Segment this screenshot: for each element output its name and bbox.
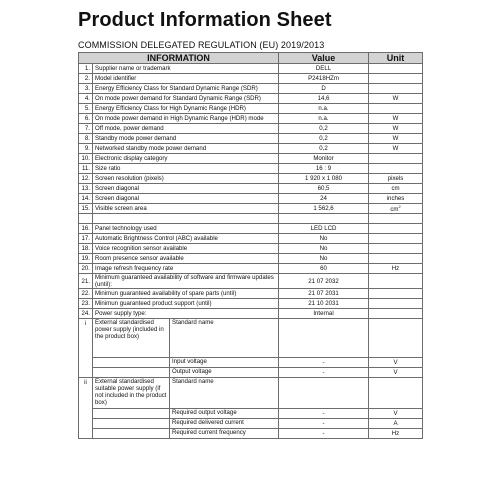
psu-line-unit: [369, 378, 423, 409]
row-number: 24.: [79, 309, 93, 319]
row-label: Electronic display category: [93, 154, 279, 164]
row-number: 13.: [79, 184, 93, 194]
row-unit-text: cm: [391, 185, 400, 193]
table-row: [79, 94, 423, 104]
row-unit: [369, 154, 423, 164]
table-row: [79, 164, 423, 174]
row-unit-text: W: [392, 135, 399, 143]
row-value: 0,2: [279, 144, 369, 154]
row-value: 21 07 2031: [279, 289, 369, 299]
psu-line-label: Input voltage: [172, 358, 207, 366]
gap-cell: [369, 214, 423, 224]
row-unit: [369, 84, 423, 94]
row-unit-text: W: [392, 125, 399, 133]
psu-description-spacer: [93, 419, 170, 428]
psu-line-unit: V: [369, 358, 423, 368]
information-table: [78, 52, 423, 439]
row-label: Energy Efficiency Class for Standard Dynamic Range (SDR): [93, 84, 279, 94]
row-unit: [369, 204, 423, 214]
row-unit: [369, 224, 423, 234]
table-row: [79, 74, 423, 84]
row-number: 10.: [79, 154, 93, 164]
psu-inner: [93, 319, 278, 357]
unit-superscript: 2: [398, 203, 401, 209]
psu-row: [79, 409, 423, 419]
section-gap: [79, 214, 423, 224]
row-unit: [369, 274, 423, 289]
psu-label-cell: [93, 358, 279, 368]
psu-line-label: Output voltage: [172, 368, 212, 376]
row-unit: [369, 299, 423, 309]
table-row: [79, 64, 423, 74]
row-number: 5.: [79, 104, 93, 114]
row-number: 16.: [79, 224, 93, 234]
psu-inner-row: [93, 319, 278, 357]
row-unit-text: cm: [390, 205, 399, 213]
row-value: D: [279, 84, 369, 94]
row-label: Supplier name or trademark: [93, 64, 279, 74]
psu-line-unit: A: [369, 419, 423, 429]
row-number: 21.: [79, 274, 93, 289]
gap-cell: [93, 214, 279, 224]
table-row: [79, 174, 423, 184]
psu-row: [79, 429, 423, 439]
psu-label-cell: [93, 319, 279, 358]
row-value: 0,2: [279, 124, 369, 134]
psu-inner-row: [93, 429, 278, 438]
row-value: No: [279, 244, 369, 254]
psu-row: [79, 419, 423, 429]
row-number: 19.: [79, 254, 93, 264]
psu-row: [79, 358, 423, 368]
row-unit: [369, 114, 423, 124]
psu-row: [79, 368, 423, 378]
row-number: 1.: [79, 64, 93, 74]
row-label: Screen diagonal: [93, 194, 279, 204]
row-label: Energy Efficiency Class for High Dynamic Range (HDR): [93, 104, 279, 114]
table-body: [79, 64, 423, 439]
row-number: 4.: [79, 94, 93, 104]
row-label: Voice recognition sensor available: [93, 244, 279, 254]
row-unit: [369, 164, 423, 174]
row-value: n.a.: [279, 114, 369, 124]
page-title: Product Information Sheet: [78, 9, 332, 31]
row-number: 11.: [79, 164, 93, 174]
psu-description-spacer: [93, 409, 170, 418]
table-row: [79, 309, 423, 319]
row-unit: [369, 74, 423, 84]
psu-description: External standardised suitable power supply (if not included in the product box): [93, 378, 170, 408]
table-row: [79, 289, 423, 299]
row-label: Visible screen area: [93, 204, 279, 214]
psu-row: [79, 378, 423, 409]
row-unit-text: W: [392, 95, 399, 103]
row-number: 18.: [79, 244, 93, 254]
psu-inner-row: [93, 419, 278, 428]
row-unit-text: W: [392, 115, 399, 123]
row-label: Automatic Brightness Control (ABC) available: [93, 234, 279, 244]
row-number: 9.: [79, 144, 93, 154]
row-number: 3.: [79, 84, 93, 94]
row-value: P2418HZm: [279, 74, 369, 84]
row-label: Minimum guaranteed availability of software and firmware updates (until):: [93, 274, 279, 289]
row-value: Internal: [279, 309, 369, 319]
psu-label-cell: [93, 368, 279, 378]
row-label: Minimun guaranteed availability of spare parts (until): [93, 289, 279, 299]
table-row: [79, 204, 423, 214]
row-number: 23.: [79, 299, 93, 309]
row-label: On mode power demand in High Dynamic Range (HDR) mode: [93, 114, 279, 124]
psu-line-unit: Hz: [369, 429, 423, 439]
psu-description-spacer: [93, 358, 170, 367]
psu-description: External standardised power supply (included in the product box): [93, 319, 170, 357]
table-row: [79, 299, 423, 309]
row-value: DELL: [279, 64, 369, 74]
row-label: Networked standby mode power demand: [93, 144, 279, 154]
psu-line-value: [279, 378, 369, 409]
row-unit: [369, 94, 423, 104]
row-number: 2.: [79, 74, 93, 84]
row-number: 17.: [79, 234, 93, 244]
row-unit: [369, 254, 423, 264]
row-label: Image refresh frequency rate: [93, 264, 279, 274]
header-unit: Unit: [369, 53, 423, 64]
psu-label-cell: [93, 429, 279, 439]
psu-inner: [93, 378, 278, 408]
row-unit: [369, 194, 423, 204]
table-header-row: [79, 53, 423, 64]
row-value: 21 07 2032: [279, 274, 369, 289]
row-value: 1 562,6: [279, 204, 369, 214]
row-label: Room presence sensor available: [93, 254, 279, 264]
row-number: 7.: [79, 124, 93, 134]
row-number: 15.: [79, 204, 93, 214]
psu-description-spacer: [93, 429, 170, 438]
table-row: [79, 274, 423, 289]
row-number: 12.: [79, 174, 93, 184]
row-value: 0,2: [279, 134, 369, 144]
row-unit: [369, 309, 423, 319]
table-row: [79, 124, 423, 134]
psu-inner: [93, 368, 278, 377]
row-unit: [369, 289, 423, 299]
row-unit: [369, 264, 423, 274]
row-unit-text: Hz: [391, 265, 400, 273]
row-label: On mode power demand for Standard Dynamic Range (SDR): [93, 94, 279, 104]
row-value: 14,6: [279, 94, 369, 104]
psu-line-unit: V: [369, 409, 423, 419]
table-row: [79, 254, 423, 264]
row-label: Standby mode power demand: [93, 134, 279, 144]
table-row: [79, 244, 423, 254]
psu-label-cell: [93, 419, 279, 429]
row-unit-text: pixels: [387, 175, 404, 183]
row-value: 60,5: [279, 184, 369, 194]
psu-inner: [93, 409, 278, 418]
row-unit-text: inches: [386, 195, 405, 203]
row-unit: [369, 64, 423, 74]
row-label: Power supply type:: [93, 309, 279, 319]
row-value: Monitor: [279, 154, 369, 164]
psu-line-value: -: [279, 409, 369, 419]
row-label: Size ratio: [93, 164, 279, 174]
row-unit: [369, 134, 423, 144]
row-value: LED LCD: [279, 224, 369, 234]
row-value: 60: [279, 264, 369, 274]
psu-inner-row: [93, 358, 278, 367]
psu-line-label: Required output voltage: [172, 409, 237, 417]
psu-inner: [93, 429, 278, 438]
psu-line-unit: V: [369, 368, 423, 378]
row-unit: [369, 124, 423, 134]
psu-line-unit: [369, 319, 423, 358]
table-row: [79, 104, 423, 114]
row-number: 6.: [79, 114, 93, 124]
row-number: 20.: [79, 264, 93, 274]
row-unit: [369, 174, 423, 184]
table-row: [79, 234, 423, 244]
psu-label-cell: [93, 378, 279, 409]
table-row: [79, 224, 423, 234]
psu-line-value: -: [279, 368, 369, 378]
row-number: 14.: [79, 194, 93, 204]
table-row: [79, 184, 423, 194]
header-value: Value: [279, 53, 369, 64]
row-value: No: [279, 254, 369, 264]
row-label: Model identifier: [93, 74, 279, 84]
psu-line-value: -: [279, 358, 369, 368]
row-unit: [369, 104, 423, 114]
header-information: INFORMATION: [79, 53, 279, 64]
table-row: [79, 144, 423, 154]
table-row: [79, 84, 423, 94]
psu-line-value: -: [279, 429, 369, 439]
regulation-reference: COMMISSION DELEGATED REGULATION (EU) 2019/2013: [78, 40, 325, 50]
row-value: n.a.: [279, 104, 369, 114]
psu-line-label: Required delivered current: [172, 419, 244, 427]
row-label: Off mode, power demand: [93, 124, 279, 134]
psu-label-cell: [93, 409, 279, 419]
psu-inner: [93, 358, 278, 367]
psu-line-label: Standard name: [172, 319, 214, 327]
row-value: No: [279, 234, 369, 244]
psu-line-value: -: [279, 419, 369, 429]
psu-line-label: Required current frequency: [172, 429, 246, 437]
row-label: Minimun guaranteed product support (until): [93, 299, 279, 309]
table-row: [79, 134, 423, 144]
gap-cell: [279, 214, 369, 224]
row-label: Screen diagonal: [93, 184, 279, 194]
row-number: 8.: [79, 134, 93, 144]
row-unit: [369, 144, 423, 154]
table-row: [79, 154, 423, 164]
gap-cell: [79, 214, 93, 224]
psu-line-label: Standard name: [172, 378, 214, 386]
row-unit: [369, 184, 423, 194]
psu-inner-row: [93, 368, 278, 377]
row-value: 16 : 9: [279, 164, 369, 174]
row-unit-text: W: [392, 145, 399, 153]
row-unit: [369, 234, 423, 244]
psu-inner-row: [93, 409, 278, 418]
psu-description-spacer: [93, 368, 170, 377]
row-value: 24: [279, 194, 369, 204]
row-label: Screen resolution (pixels): [93, 174, 279, 184]
row-value: 1 920 x 1 080: [279, 174, 369, 184]
psu-row: [79, 319, 423, 358]
row-label: Panel technology used: [93, 224, 279, 234]
psu-number: i: [79, 319, 93, 378]
table-row: [79, 264, 423, 274]
row-unit: [369, 244, 423, 254]
row-value: 21 10 2031: [279, 299, 369, 309]
table-row: [79, 114, 423, 124]
row-number: 22.: [79, 289, 93, 299]
psu-line-value: [279, 319, 369, 358]
psu-inner: [93, 419, 278, 428]
psu-inner-row: [93, 378, 278, 408]
table-row: [79, 194, 423, 204]
psu-number: ii: [79, 378, 93, 439]
